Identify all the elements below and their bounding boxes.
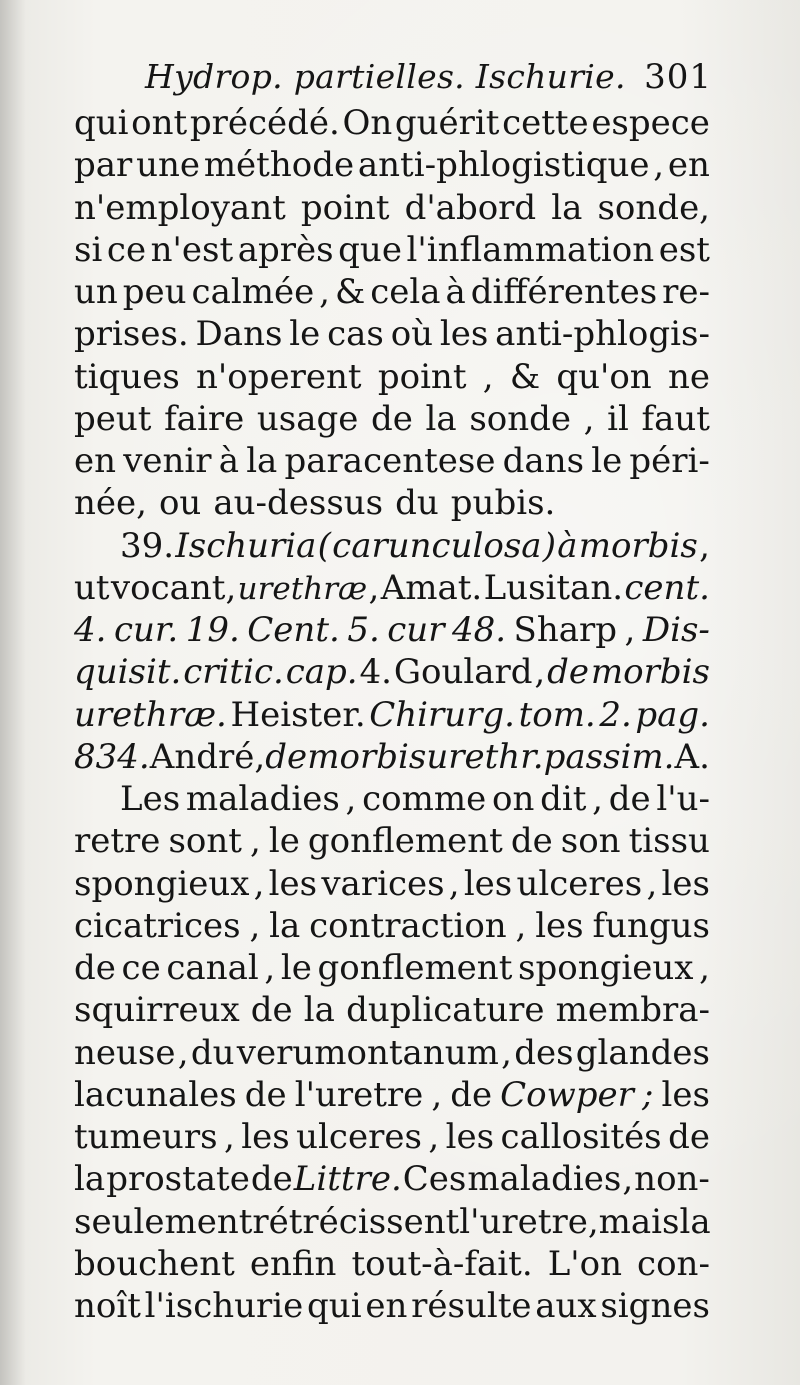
word: ( <box>317 525 331 566</box>
text-line <box>74 947 710 989</box>
word: , <box>653 145 665 186</box>
text-line <box>74 102 710 144</box>
word: cette <box>502 103 589 143</box>
word: non- <box>634 1159 710 1200</box>
word: urethræ. <box>74 694 227 735</box>
word: le <box>280 948 312 988</box>
word: , <box>534 652 546 693</box>
word: 39. <box>120 525 175 566</box>
word: en <box>74 441 117 481</box>
word: , <box>699 525 710 566</box>
word: les <box>445 1117 495 1157</box>
word: tumeurs <box>74 1117 218 1157</box>
word: gonflement <box>307 821 503 862</box>
text-line <box>74 651 710 693</box>
word: à <box>445 272 466 312</box>
word: si <box>74 229 103 270</box>
word: maladies <box>185 779 340 819</box>
word: peut <box>74 398 152 439</box>
word: cela <box>370 272 441 312</box>
body-text <box>74 102 710 1327</box>
word: anti-phlogis- <box>495 314 710 355</box>
word: gonflement <box>317 948 513 988</box>
word: venir <box>123 441 212 481</box>
word: la <box>303 990 335 1031</box>
word: verumontanum <box>236 1032 499 1073</box>
word: , <box>319 272 330 312</box>
word: , <box>699 948 710 988</box>
word: ulceres <box>516 863 643 904</box>
word: cicatrices <box>74 905 241 946</box>
word: ; <box>641 1074 654 1115</box>
word: , <box>428 1117 440 1157</box>
word: , <box>177 1032 189 1073</box>
word: l'uretre <box>294 1074 424 1115</box>
word: les <box>463 863 513 904</box>
word: prostate <box>106 1159 250 1200</box>
word: Littre. <box>293 1159 402 1200</box>
word: enfin <box>249 1243 337 1284</box>
word: en <box>365 1286 408 1326</box>
word: , <box>368 567 380 608</box>
word: n'operent <box>196 356 362 397</box>
gutter-shadow <box>0 0 26 1385</box>
word: sont <box>168 821 242 862</box>
word: après <box>237 229 334 270</box>
word: au-dessus <box>213 483 384 524</box>
word: de <box>608 779 651 819</box>
word: que <box>338 229 402 270</box>
word: carunculosa <box>332 525 542 566</box>
word: est <box>658 229 710 270</box>
word: , <box>223 1117 235 1157</box>
word: dans <box>502 441 585 481</box>
word: anti-phlogistique <box>357 145 650 186</box>
text-line <box>74 609 710 651</box>
word: neuse <box>74 1032 176 1073</box>
word: critic. <box>183 652 284 693</box>
text-line <box>74 482 710 524</box>
word: Sharp <box>513 610 618 650</box>
word: con- <box>637 1243 710 1284</box>
text-line <box>74 525 710 567</box>
word: à <box>557 525 578 566</box>
word: de <box>244 1074 287 1115</box>
word: re- <box>662 272 710 312</box>
word: ou <box>158 483 202 524</box>
word: Heister. <box>230 694 366 735</box>
word: quisit. <box>74 652 182 693</box>
word: , <box>431 1074 443 1115</box>
text-line <box>74 736 710 778</box>
word: de <box>265 736 308 777</box>
word: la <box>425 398 457 439</box>
word: passim. <box>543 736 675 777</box>
word: l'inflammation <box>406 229 655 270</box>
word: qu'on <box>556 356 652 397</box>
word: Chirurg. <box>369 694 515 735</box>
word: faire <box>164 398 245 439</box>
word: tiques <box>74 356 180 397</box>
text-line <box>74 1201 710 1243</box>
word: noît <box>74 1286 141 1326</box>
word: péri- <box>629 441 710 481</box>
word: des <box>514 1032 574 1073</box>
word: de <box>250 1159 293 1200</box>
word: ) <box>542 525 557 566</box>
word: pubis. <box>450 483 556 524</box>
word: la <box>246 441 278 481</box>
word: ut <box>74 567 110 608</box>
word: spongieux <box>74 863 250 904</box>
word: , <box>587 1201 599 1242</box>
word: les <box>535 905 584 946</box>
word: squirreux <box>74 990 240 1031</box>
word: d'abord <box>404 187 537 228</box>
word: morbis <box>590 652 710 693</box>
word: Amat. <box>380 567 483 608</box>
word: varices <box>321 863 445 904</box>
word: les <box>241 1117 290 1157</box>
word: 19. <box>185 610 240 650</box>
word: , <box>515 905 527 946</box>
word: fungus <box>592 905 710 946</box>
word: l'uretre <box>459 1201 588 1242</box>
word: , <box>592 779 603 819</box>
word: Dans <box>195 314 283 355</box>
word: de <box>547 652 589 693</box>
word: signes <box>600 1286 710 1326</box>
word: pag. <box>635 694 710 735</box>
word: maladies <box>467 1159 622 1200</box>
word: urethræ <box>237 570 368 607</box>
word: prises. <box>74 314 189 355</box>
word: n'est <box>150 229 234 270</box>
word: une <box>136 145 201 186</box>
word: les <box>661 1074 710 1115</box>
word: sonde <box>469 398 572 439</box>
word: cas <box>327 314 384 355</box>
word: ce <box>121 948 161 988</box>
word: , <box>622 1159 634 1200</box>
word: le <box>268 821 300 862</box>
word: tissu <box>628 821 710 862</box>
word: de <box>510 821 553 862</box>
word: espece <box>591 103 710 143</box>
word: , <box>501 1032 512 1073</box>
word: un <box>74 272 118 312</box>
word: n'employant <box>74 187 286 228</box>
word: la <box>679 1201 711 1242</box>
word: , <box>482 356 494 397</box>
text-line <box>74 187 710 229</box>
text-line <box>74 820 710 862</box>
word: , <box>583 398 595 439</box>
word: ont <box>131 103 188 143</box>
word: Cowper <box>500 1074 634 1115</box>
word: à <box>218 441 240 481</box>
word: point <box>377 356 467 397</box>
word: cur. <box>113 610 179 650</box>
word: de <box>250 990 293 1031</box>
page-number: 301 <box>644 57 712 97</box>
word: en <box>667 145 710 186</box>
word: seulement <box>74 1201 253 1242</box>
text-line <box>74 1243 710 1285</box>
text-line <box>74 863 710 905</box>
word: qui <box>74 103 129 143</box>
word: aux <box>535 1286 597 1326</box>
text-line <box>74 1158 710 1200</box>
word: les <box>661 863 710 904</box>
word: différentes <box>470 272 658 312</box>
word: Goulard <box>393 652 533 693</box>
word: contraction <box>309 905 507 946</box>
word: tom. <box>518 694 596 735</box>
word: cent. <box>624 567 710 608</box>
word: sonde, <box>597 187 710 228</box>
word: comme <box>362 779 487 819</box>
word: l'u- <box>656 779 710 819</box>
word: paracentese <box>284 441 496 481</box>
text-line <box>74 1116 710 1158</box>
word: Lusitan. <box>483 567 624 608</box>
word: vocant, <box>110 567 237 608</box>
word: bouchent <box>74 1243 235 1284</box>
word: & <box>334 272 366 312</box>
word: mais <box>598 1201 680 1242</box>
word: Ischuria <box>175 525 317 566</box>
word: née, <box>74 483 147 524</box>
word: 4. <box>359 652 392 693</box>
word: membra- <box>555 990 710 1031</box>
word: son <box>560 821 621 862</box>
word: calmée <box>191 272 315 312</box>
word: on <box>491 779 535 819</box>
word: qui <box>307 1286 362 1326</box>
word: précédé. <box>189 103 340 143</box>
word: peu <box>122 272 187 312</box>
text-line <box>74 989 710 1031</box>
word: duplicature <box>346 990 545 1031</box>
word: cur <box>387 610 445 650</box>
running-head: Hydrop. partielles. Ischurie. <box>145 57 626 96</box>
word: morbis <box>578 525 698 566</box>
word: On <box>342 103 393 143</box>
word: il <box>607 398 629 439</box>
word: & <box>509 356 541 397</box>
text-line <box>74 229 710 271</box>
text-line <box>74 271 710 313</box>
text-line <box>74 144 710 186</box>
page-header <box>145 52 720 102</box>
word: où <box>390 314 434 355</box>
word: de <box>668 1117 710 1157</box>
word: canal <box>166 948 259 988</box>
word: la <box>551 187 583 228</box>
text-line <box>74 694 710 736</box>
word: le <box>591 441 623 481</box>
word: lacunales <box>74 1074 237 1115</box>
word: guérit <box>394 103 500 143</box>
word: la <box>74 1159 106 1200</box>
word: cap. <box>285 652 358 693</box>
word: morbis <box>307 736 427 777</box>
text-line <box>74 1032 710 1074</box>
word: de <box>371 398 413 439</box>
word: la <box>269 905 301 946</box>
word: les <box>268 863 318 904</box>
word: point <box>300 187 390 228</box>
word: les <box>439 314 489 355</box>
word: , <box>249 905 261 946</box>
word: , <box>646 863 658 904</box>
word: ce <box>106 229 147 270</box>
text-line <box>74 1285 710 1327</box>
word: par <box>74 145 133 186</box>
word: le <box>289 314 321 355</box>
word: Les <box>120 779 181 819</box>
word: Ces <box>402 1159 467 1200</box>
word: dit <box>540 779 587 819</box>
word: tout-à-fait. <box>351 1243 533 1284</box>
word: L'on <box>547 1243 622 1284</box>
word: , <box>624 610 636 650</box>
word: résulte <box>411 1286 532 1326</box>
word: l'ischurie <box>144 1286 304 1326</box>
text-line <box>74 905 710 947</box>
word: Cent. <box>247 610 340 650</box>
word: 2. <box>599 694 632 735</box>
word: 834. <box>74 736 150 777</box>
word: ne <box>667 356 710 397</box>
word: glandes <box>575 1032 710 1073</box>
word: retre <box>74 821 161 862</box>
word: Dis- <box>642 610 710 650</box>
word: rétrécissent <box>252 1201 460 1242</box>
word: de <box>450 1074 493 1115</box>
word: 48. <box>451 610 507 650</box>
word: spongieux <box>518 948 694 988</box>
text-line <box>74 398 710 440</box>
word: de <box>74 948 116 988</box>
word: A. <box>674 736 710 777</box>
word: , <box>264 948 276 988</box>
word: 4. <box>74 610 107 650</box>
word: faut <box>641 398 710 439</box>
word: André <box>149 736 255 777</box>
word: du <box>395 483 439 524</box>
text-line <box>74 440 710 482</box>
word: ulceres <box>296 1117 422 1157</box>
word: méthode <box>203 145 355 186</box>
word: , <box>250 821 261 862</box>
word: , <box>345 779 357 819</box>
word: , <box>448 863 460 904</box>
word: , <box>254 736 266 777</box>
word: 5. <box>347 610 380 650</box>
text-line <box>74 778 710 820</box>
text-line <box>74 1074 710 1116</box>
word: urethr. <box>426 736 544 777</box>
word: du <box>190 1032 235 1073</box>
text-line <box>74 313 710 355</box>
word: , <box>253 863 265 904</box>
word: callosités <box>500 1117 662 1157</box>
text-line <box>74 567 710 609</box>
word: usage <box>256 398 359 439</box>
text-line <box>74 356 710 398</box>
